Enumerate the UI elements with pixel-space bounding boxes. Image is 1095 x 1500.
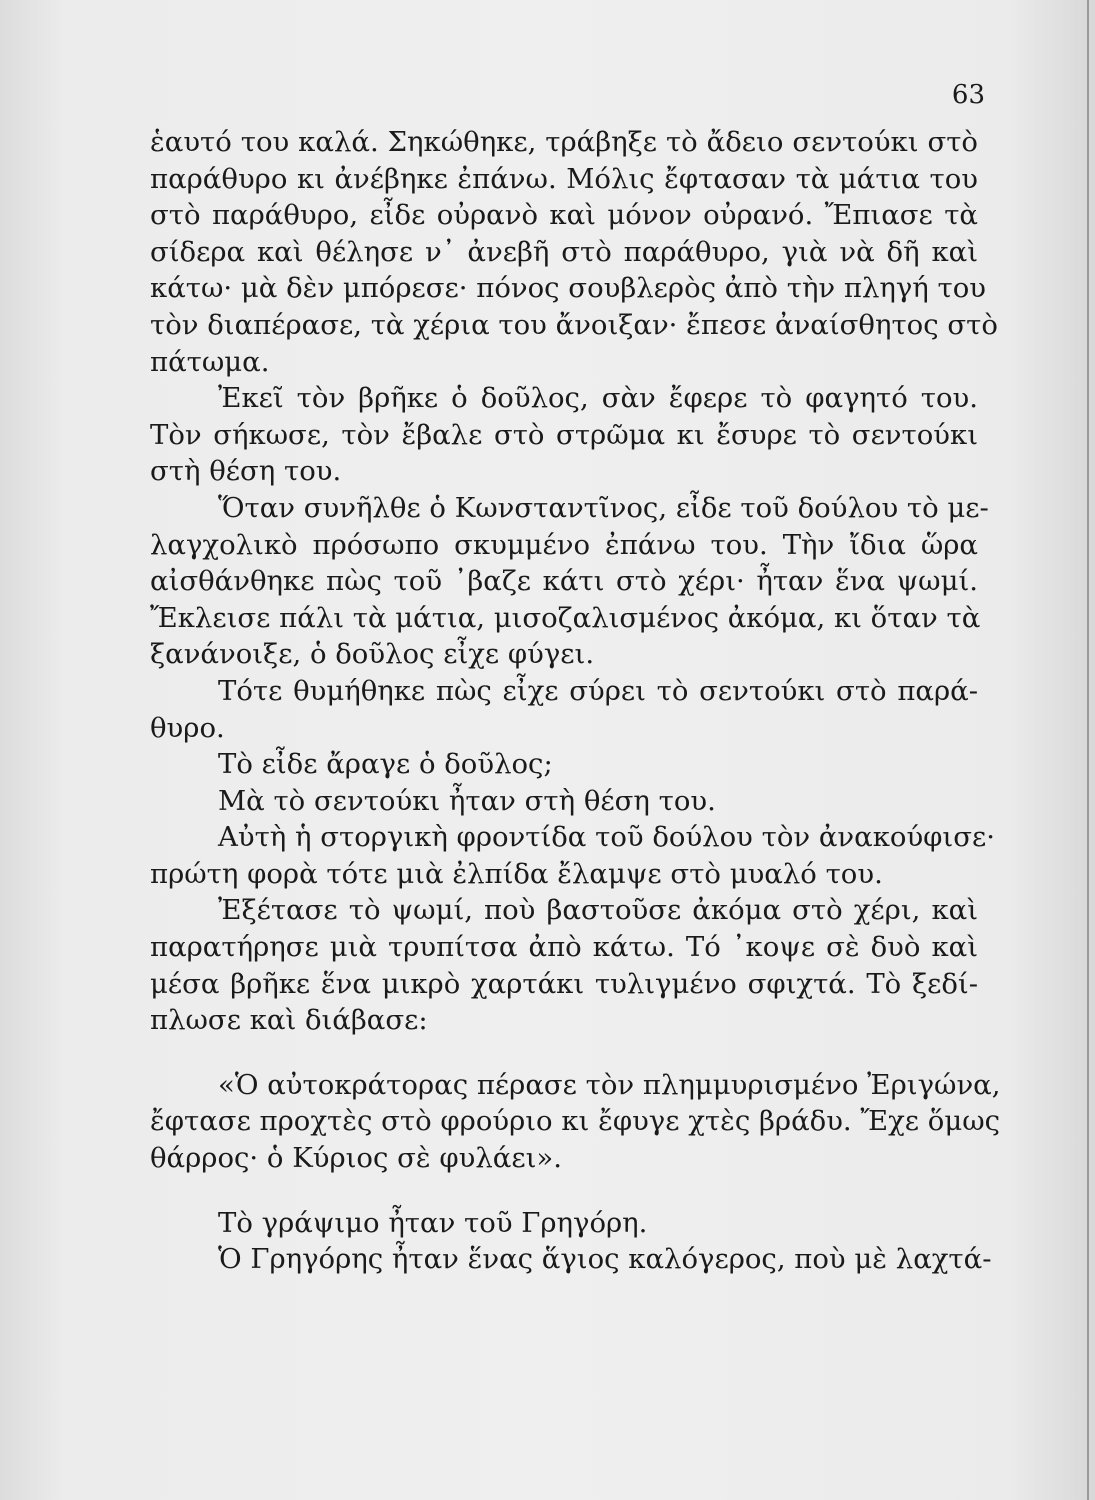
paragraph-gap (150, 1039, 978, 1067)
text-line: θάρρος· ὁ Κύριος σὲ φυλάει». (150, 1142, 562, 1175)
text-line: Ὁ Γρηγόρης ἦταν ἕνας ἅγιος καλόγερος, ποὺ μὲ λαχτά- (218, 1243, 992, 1276)
text-line: παράθυρο κι ἀνέβηκε ἐπάνω. Μόλις ἔφτασαν τὰ μάτια του (150, 162, 978, 195)
text-line: αἰσθάνθηκε πὼς τοῦ ᾽βαζε κάτι στὸ χέρι· ἦταν ἕνα ψωμί. (150, 565, 978, 598)
page-edge (1087, 0, 1089, 1500)
text-line: πλωσε καὶ διάβασε: (150, 1004, 428, 1037)
text-line: κάτω· μὰ δὲν μπόρεσε· πόνος σουβλερὸς ἀπὸ τὴν πληγή του (150, 272, 986, 305)
text-line: στὴ θέση του. (150, 455, 342, 488)
text-line: «Ὁ αὐτοκράτορας πέρασε τὸν πλημμυρισμένο Ἐριγώνα, (218, 1068, 1001, 1101)
text-line: Αὐτὴ ἡ στοργικὴ φροντίδα τοῦ δούλου τὸν ἀνακούφισε· (218, 821, 995, 854)
text-line: Ἐξέτασε τὸ ψωμί, ποὺ βαστοῦσε ἀκόμα στὸ χέρι, καὶ (218, 894, 978, 927)
body-text (150, 124, 1001, 1278)
text-line: μέσα βρῆκε ἕνα μικρὸ χαρτάκι τυλιγμένο σφιχτά. Τὸ ξεδί- (150, 967, 978, 1000)
text-line: πρώτη φορὰ τότε μιὰ ἐλπίδα ἔλαμψε στὸ μυαλό του. (150, 857, 883, 890)
page-number: 63 (951, 80, 985, 110)
text-line: ἔφτασε προχτὲς στὸ φρούριο κι ἔφυγε χτὲς βράδυ. Ἔχε ὅμως (150, 1105, 1001, 1138)
text-line: λαγχολικὸ πρόσωπο σκυμμένο ἐπάνω του. Τὴν ἴδια ὥρα (150, 528, 978, 561)
text-line: Μὰ τὸ σεντούκι ἦταν στὴ θέση του. (218, 784, 716, 817)
text-line: ἑαυτό του καλά. Σηκώθηκε, τράβηξε τὸ ἄδειο σεντούκι στὸ (150, 126, 978, 158)
main-paragraphs (150, 124, 998, 1039)
closing-paragraphs (150, 1205, 992, 1278)
paragraph-gap (150, 1177, 978, 1205)
text-line: σίδερα καὶ θέλησε ν᾽ ἀνεβῆ στὸ παράθυρο, γιὰ νὰ δῆ καὶ (150, 235, 978, 268)
text-line: τὸν διαπέρασε, τὰ χέρια του ἄνοιξαν· ἔπεσε ἀναίσθητος στὸ (150, 308, 998, 341)
text-line: Ἔκλεισε πάλι τὰ μάτια, μισοζαλισμένος ἀκόμα, κι ὅταν τὰ (150, 601, 981, 634)
text-line: Ὅταν συνῆλθε ὁ Κωνσταντῖνος, εἶδε τοῦ δούλου τὸ με- (218, 491, 989, 524)
text-line: Τὸν σήκωσε, τὸν ἔβαλε στὸ στρῶμα κι ἔσυρε τὸ σεντούκι (150, 418, 978, 451)
text-line: θυρο. (150, 711, 225, 744)
text-line: ξανάνοιξε, ὁ δοῦλος εἶχε φύγει. (150, 638, 595, 671)
text-line: παρατήρησε μιὰ τρυπίτσα ἀπὸ κάτω. Τό ᾽κοψε σὲ δυὸ καὶ (150, 931, 978, 964)
text-line: πάτωμα. (150, 345, 270, 378)
quoted-note (150, 1067, 1001, 1177)
text-line: Τὸ γράψιμο ἦταν τοῦ Γρηγόρη. (218, 1206, 648, 1239)
text-line: Τὸ εἶδε ἄραγε ὁ δοῦλος; (218, 748, 553, 781)
text-line: Τότε θυμήθηκε πὼς εἶχε σύρει τὸ σεντούκι στὸ παρά- (218, 674, 978, 707)
text-line: Ἐκεῖ τὸν βρῆκε ὁ δοῦλος, σὰν ἔφερε τὸ φαγητό του. (218, 382, 978, 415)
text-line: στὸ παράθυρο, εἶδε οὐρανὸ καὶ μόνον οὐρανό. Ἔπιασε τὰ (150, 199, 978, 232)
